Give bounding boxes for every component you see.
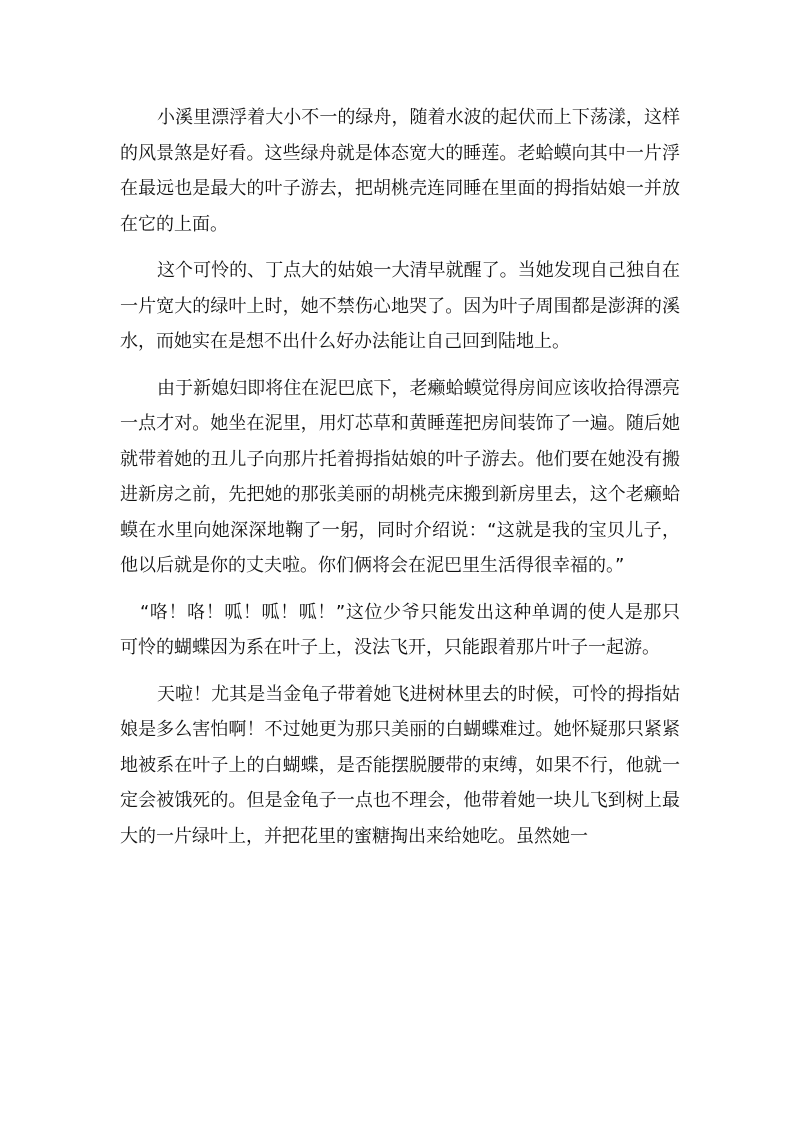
paragraph-5: 天啦！尤其是当金龟子带着她飞进树林里去的时候，可怜的拇指姑娘是多么害怕啊！不过她更为那只美丽的白蝴蝶难过。她怀疑那只紧紧地被系在叶子上的白蝴蝶，是否能摆脱腰带的束缚，如果不行，他就一定会被饿死的。但是金龟子一点也不理会，他带着她一块儿飞到树上最大的一片绿叶上，并把花里的蜜糖掏出来给她吃。虽然她一 (120, 683, 680, 847)
paragraph-4: “咯！咯！呱！呱！呱！”这位少爷只能发出这种单调的使人是那只可怜的蝴蝶因为系在叶子上，没法飞开，只能跟着那片叶子一起游。 (120, 601, 680, 658)
paragraph-2: 这个可怜的、丁点大的姑娘一大清早就醒了。当她发现自己独自在一片宽大的绿叶上时，她不禁伤心地哭了。因为叶子周围都是澎湃的溪水，而她实在是想不出什么好办法能让自己回到陆地上。 (120, 260, 680, 352)
document-page (120, 100, 680, 865)
paragraph-1: 小溪里漂浮着大小不一的绿舟，随着水波的起伏而上下荡漾，这样的风景煞是好看。这些绿舟就是体态宽大的睡莲。老蛤蟆向其中一片浮在最远也是最大的叶子游去，把胡桃壳连同睡在里面的拇指姑娘一并放在它的上面。 (120, 107, 680, 235)
paragraph-3: 由于新媳妇即将住在泥巴底下，老癞蛤蟆觉得房间应该收拾得漂亮一点才对。她坐在泥里，用灯芯草和黄睡莲把房间装饰了一遍。随后她就带着她的丑儿子向那片托着拇指姑娘的叶子游去。他们要在她没有搬进新房之前，先把她的那张美丽的胡桃壳床搬到新房里去，这个老癞蛤蟆在水里向她深深地鞠了一躬，同时介绍说：“这就是我的宝贝儿子，他以后就是你的丈夫啦。你们俩将会在泥巴里生活得很幸福的。” (120, 377, 680, 576)
